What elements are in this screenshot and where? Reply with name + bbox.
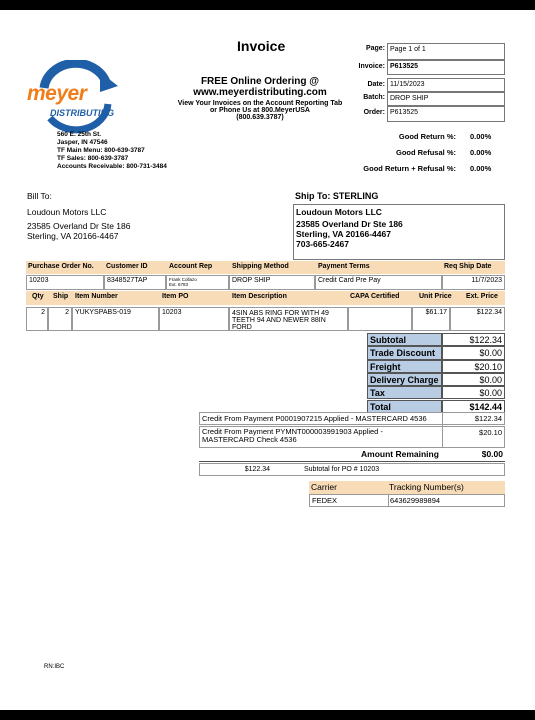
invoice-title: Invoice [237,38,286,54]
po-subtotal-value: $122.34 [244,466,270,473]
item-description [229,307,348,331]
item-header-row [26,291,505,305]
online-line5: (800.639.3787) [236,114,284,121]
bill-to-addr2: Sterling, VA 20166-4467 [27,231,119,241]
credit-2-text: Credit From Payment PYMNT000003991903 Applied - MASTERCARD Check 4536 [202,427,383,444]
date-label: Date: [367,81,385,88]
totals-value-tax: $0.00 [442,386,505,399]
address-street: 560 E. 25th St. [57,131,102,138]
ship-to-name: Loudoun Motors LLC [296,207,382,217]
good-refusal-label: Good Refusal %: [395,148,456,157]
order-header-customer: Customer ID [106,263,148,270]
totals-value-freight: $20.10 [442,360,505,373]
logo-subtitle: DISTRIBUTING [50,108,114,118]
credit-row-2 [199,426,505,448]
item-po: 10203 [159,307,229,331]
totals-label-trade-discount: Trade Discount [367,346,442,359]
credit-divider [442,412,443,448]
order-header-shipping: Shipping Method [232,263,289,270]
address-ar: Accounts Receivable: 800-731-3484 [57,163,167,170]
item-header-capa: CAPA Certified [350,293,400,300]
credit-row-1 [199,412,505,425]
date-value: 11/15/2023 [387,78,505,92]
carrier-divider [388,495,389,506]
good-return-label: Good Return %: [398,132,456,141]
page-value: Page 1 of 1 [387,43,505,60]
rep-name: Frank Collazo [169,277,197,282]
item-header-ext: Ext. Price [466,293,498,300]
order-header-rep: Account Rep [169,263,213,270]
bill-to-addr1: 23585 Overland Dr Ste 186 [27,221,131,231]
company-address [57,131,167,171]
ship-to-label: Ship To: STERLING [295,191,379,201]
order-header-po: Purchase Order No. [28,263,94,270]
order-payment-terms: Credit Card Pre Pay [315,275,442,290]
tracking-number: 643629989894 [390,496,441,505]
address-city: Jasper, IN 47546 [57,139,108,146]
page-label: Page: [365,45,385,52]
order-po: 10203 [26,275,104,290]
po-subtotal-row [199,463,505,476]
invoice-page [0,10,535,710]
credit-1-text: Credit From Payment P0001907215 Applied - MASTERCARD 4536 [202,414,427,423]
po-subtotal-text: Subtotal for PO # 10203 [304,466,380,473]
carrier-header [309,481,505,494]
online-ordering-block [170,76,350,121]
good-refusal-value: 0.00% [470,148,492,157]
invoice-label: Invoice: [358,63,385,70]
footer-code: RN:IBC [44,664,65,670]
item-ext-price: $122.34 [450,307,505,331]
order-value: P613525 [387,106,505,122]
amount-remaining-label: Amount Remaining [361,449,439,459]
carrier-name: FEDEX [312,496,338,505]
ship-to-addr1: 23585 Overland Dr Ste 186 [296,219,403,229]
return-refusal-label: Good Return + Refusal %: [363,164,456,173]
order-req-ship-date: 11/7/2023 [442,275,505,290]
item-header-ship: Ship [53,293,69,300]
item-unit-price: $61.17 [412,307,450,331]
item-header-desc: Item Description [232,293,287,300]
bill-to-name: Loudoun Motors LLC [27,207,107,217]
invoice-number: P613525 [387,60,505,75]
carrier-row [309,494,505,507]
totals-value-delivery-charge: $0.00 [442,373,505,386]
item-header-po: Item PO [162,293,189,300]
online-line3: View Your Invoices on the Account Reporting Tab [177,100,343,107]
totals-value-total: $142.44 [442,400,505,413]
item-header-unit: Unit Price [419,293,452,300]
totals-label-subtotal: Subtotal [367,333,442,346]
company-logo [26,60,126,140]
credit-2-value: $20.10 [479,428,502,437]
item-capa [348,307,412,331]
order-label: Order: [363,109,385,116]
credit-1-value: $122.34 [474,414,502,423]
order-shipping-method: DROP SHIP [229,275,315,290]
totals-label-total: Total [367,400,442,413]
batch-value: DROP SHIP [387,92,505,106]
item-header-number: Item Number [75,293,118,300]
item-header-qty: Qty [32,293,44,300]
return-refusal-value: 0.00% [470,164,492,173]
order-header-terms: Payment Terms [318,263,370,270]
item-desc-line3: FORD [232,324,252,331]
totals-label-delivery-charge: Delivery Charge [367,373,442,386]
item-ship: 2 [48,307,72,331]
logo-wordmark: meyer [27,82,87,105]
amount-remaining-value: $0.00 [481,449,503,459]
batch-label: Batch: [363,94,385,101]
address-tf-main: TF Main Menu: 800-639-3787 [57,147,145,154]
totals-label-freight: Freight [367,360,442,373]
bill-to-address [27,207,130,241]
bill-to-label: Bill To: [27,191,52,201]
order-header-date: Req Ship Date [444,263,492,270]
order-account-rep [166,275,229,290]
address-tf-sales: TF Sales: 800-639-3787 [57,155,129,162]
online-line1: FREE Online Ordering @ [200,76,320,87]
item-desc-line2: TEETH 94 AND NEWER 88IN [232,317,326,324]
ship-to-addr2: Sterling, VA 20166-4467 [296,229,391,239]
item-desc-line1: 4SIN ABS RING FOR WITH 49 [232,310,329,317]
totals-value-trade-discount: $0.00 [442,346,505,359]
carrier-header-tracking: Tracking Number(s) [389,482,464,492]
totals-label-tax: Tax [367,386,442,399]
order-header-row [26,261,505,274]
ship-to-phone: 703-665-2467 [296,239,349,249]
ship-to-box [293,204,505,260]
online-url: www.meyerdistributing.com [193,87,327,98]
totals-value-subtotal: $122.34 [442,333,505,346]
amount-remaining-rule [199,461,505,462]
item-qty: 2 [26,307,48,331]
item-number: YUKYSPABS-019 [72,307,159,331]
carrier-header-carrier: Carrier [311,482,337,492]
online-line4: or Phone Us at 800.MeyerUSA [210,107,310,114]
good-return-value: 0.00% [470,132,492,141]
order-customer-id: 8348527TAP [104,275,166,290]
rep-ext: Ext. 6783 [169,282,189,287]
